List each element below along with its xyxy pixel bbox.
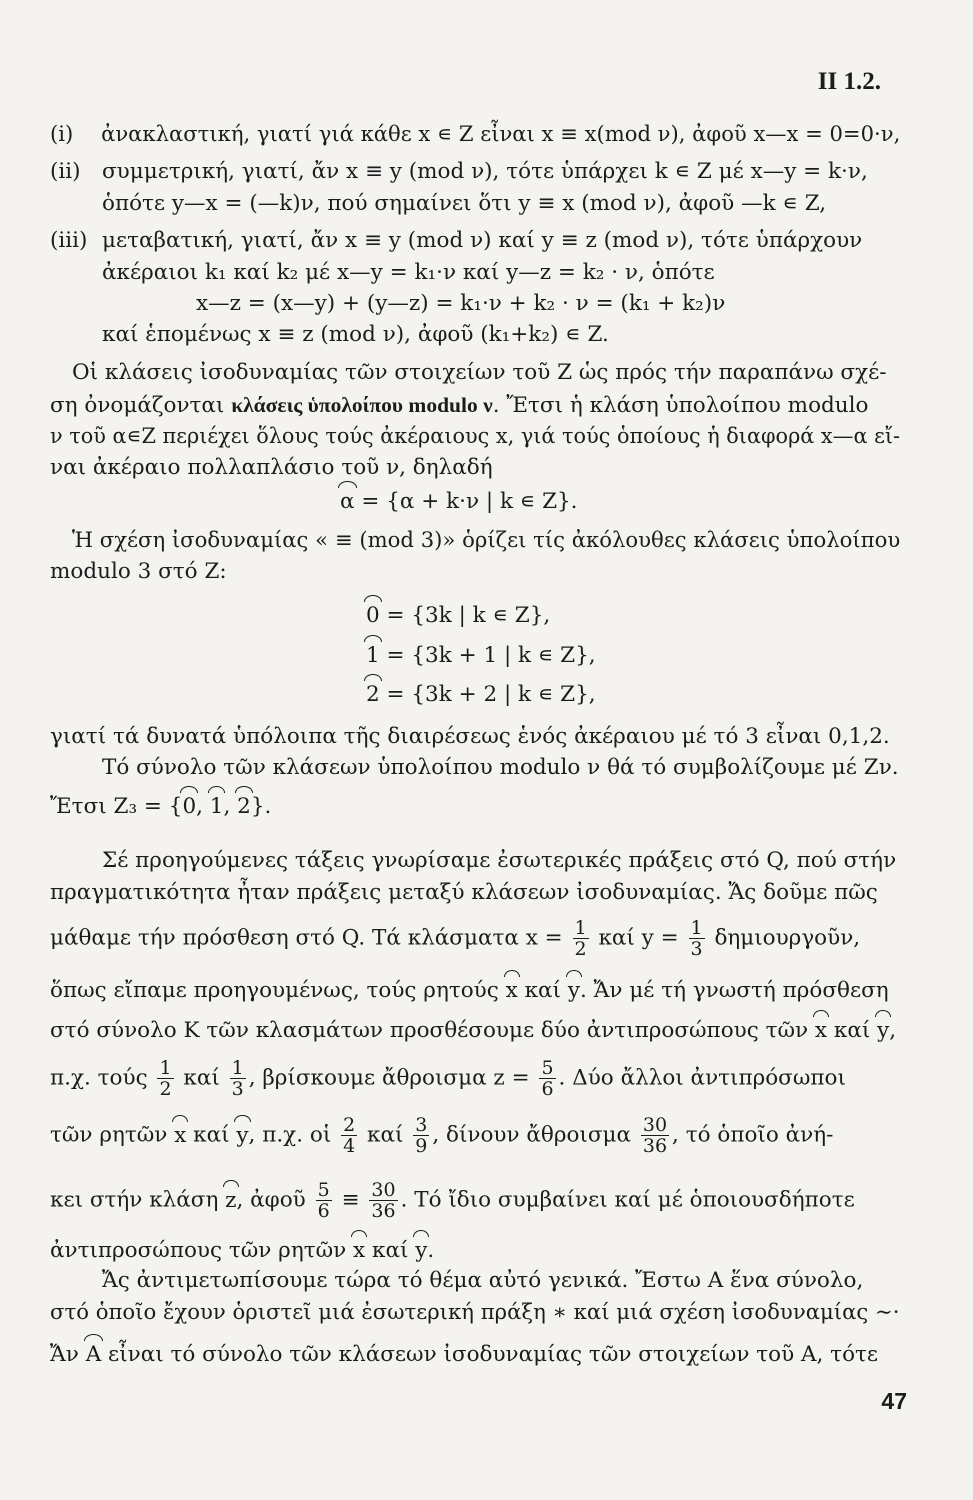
fraction (230, 1058, 246, 1099)
numerator: 1 (159, 1057, 172, 1079)
paragraph-line: ναι ἀκέραιο πολλαπλάσιο τοῦ ν, δηλαδή (50, 455, 493, 480)
item-ii (50, 157, 868, 187)
text-run: δημιουργοῦν, (707, 925, 861, 951)
text-run: , ἀφοῦ (236, 1187, 313, 1213)
paragraph-line: γιατί τά δυνατά ὑπόλοιπα τῆς διαιρέσεως ἑνός ἀκέραιου μέ τό 3 εἶναι 0,1,2. (50, 724, 890, 749)
hat-symbol: y (415, 1236, 427, 1266)
hat-symbol: A (86, 1340, 102, 1370)
z3-definition: Ἔτσι Z₃ = {0, 1, 2}. (50, 792, 271, 822)
text-run: ἀντιπροσώπους τῶν ρητῶν (50, 1238, 354, 1263)
paragraph-line (50, 1180, 855, 1221)
hat-symbol: 0 (182, 792, 196, 822)
text-run: μάθαμε τήν πρόσθεση στό Q. Τά κλάσματα x = (50, 925, 570, 951)
hat-symbol: x (815, 1016, 827, 1046)
item-label: (iii) (50, 228, 88, 253)
text-run: καί (827, 1018, 878, 1043)
paragraph-line: πραγματικότητα ἦταν πράξεις μεταξύ κλάσεων ἰσοδυναμίας. Ἄς δοῦμε πῶς (50, 880, 878, 905)
text-run: Ἔτσι Z₃ = { (50, 794, 183, 819)
numerator: 30 (371, 1179, 396, 1201)
term-residue-classes: κλάσεις ὑπολοίπου modulo ν (231, 393, 493, 417)
hat-symbol: 0 (366, 601, 380, 631)
hat-symbol: y (568, 976, 580, 1006)
text-run: ση ὀνομάζονται (50, 393, 232, 418)
item-text: ἀνακλαστική, γιατί γιά κάθε x ∊ Z εἶναι x ≡ x(mod ν), ἀφοῦ x—x = 0=0·ν, (101, 122, 901, 147)
paragraph-line (50, 918, 860, 959)
paragraph-line (50, 1016, 896, 1046)
text-run: , δίνουν ἄθροισμα (432, 1122, 638, 1148)
paragraph-line (50, 390, 868, 421)
paragraph-line: στό ὁποῖο ἔχουν ὁριστεῖ μιά ἐσωτερική πράξη ∗ καί μιά σχέση ἰσοδυναμίας ∼· (50, 1300, 900, 1325)
denominator: 36 (642, 1135, 668, 1157)
text-run: τῶν ρητῶν (50, 1122, 175, 1148)
fraction (369, 1180, 397, 1221)
text-run: . Δύο ἄλλοι ἀντιπρόσωποι (558, 1065, 846, 1091)
text-run: καί (176, 1065, 227, 1091)
fraction (341, 1115, 357, 1156)
text-run: }. (250, 794, 272, 819)
hat-symbol: x (174, 1121, 186, 1151)
numerator: 3 (415, 1114, 428, 1136)
denominator: 4 (343, 1135, 356, 1157)
item-iii-conclusion: καί ἑπομένως x ≡ z (mod ν), ἀφοῦ (k₁+k₂) ∊ Z. (102, 322, 609, 347)
item-i (50, 120, 900, 150)
numerator: 1 (574, 917, 587, 939)
item-text: μεταβατική, γιατί, ἄν x ≡ y (mod ν) καί y ≡ z (mod ν), τότε ὑπάρχουν (102, 228, 863, 253)
fraction (157, 1058, 173, 1099)
residue-class-2 (366, 680, 596, 710)
denominator: 3 (231, 1078, 244, 1100)
numerator: 30 (642, 1114, 668, 1136)
item-iii-equation: x—z = (x—y) + (y—z) = k₁·ν + k₂ · ν = (k₁ + k₂)ν (196, 291, 726, 316)
paragraph-line: modulo 3 στό Z: (50, 559, 227, 584)
item-iii-continuation: ἀκέραιοι k₁ καί k₂ μέ x—y = k₁·ν καί y—z = k₂ · ν, ὁπότε (102, 260, 715, 285)
text-run: π.χ. τούς (50, 1065, 155, 1091)
text-run: . Ἄν μέ τή γνωστή πρόσθεση (579, 978, 889, 1003)
hat-symbol: x (353, 1236, 365, 1266)
text-run: στό σύνολο K τῶν κλασμάτων προσθέσουμε δύο ἀντιπροσώπους τῶν (50, 1018, 815, 1043)
hat-symbol: 1 (210, 792, 224, 822)
text-run: κει στήν κλάση (50, 1187, 226, 1213)
hat-symbol: 2 (237, 792, 251, 822)
hat-symbol: α (340, 487, 355, 517)
item-label: (i) (50, 122, 74, 147)
text-run: . Τό ἴδιο συμβαίνει καί μέ ὁποιουσδήποτε (400, 1187, 855, 1213)
paragraph-line (50, 1236, 434, 1266)
denominator: 36 (371, 1200, 396, 1222)
text-run: εἶναι τό σύνολο τῶν κλάσεων ἰσοδυναμίας τῶν στοιχείων τοῦ A, τότε (101, 1342, 879, 1367)
text-run: καί y = (591, 925, 686, 951)
text-run: καί (517, 978, 568, 1003)
fraction (539, 1058, 555, 1099)
text-run: = {α + k·ν | k ∊ Z}. (354, 489, 578, 514)
numerator: 5 (541, 1057, 554, 1079)
text-run: = {3k + 2 | k ∊ Z}, (379, 682, 596, 707)
item-iii (50, 226, 862, 256)
page-number: 47 (881, 1388, 907, 1414)
fraction (689, 918, 705, 959)
hat-symbol: 2 (366, 680, 380, 710)
paragraph-line: Οἱ κλάσεις ἰσοδυναμίας τῶν στοιχείων τοῦ Z ὡς πρός τήν παραπάνω σχέ- (72, 360, 887, 385)
item-label: (ii) (50, 159, 81, 184)
text-run: , τό ὁποῖο ἀνή- (672, 1122, 834, 1148)
text-run: καί (186, 1122, 237, 1148)
residue-class-0 (366, 601, 550, 631)
fraction (316, 1180, 332, 1221)
fraction (641, 1115, 669, 1156)
residue-class-definition (340, 487, 578, 517)
denominator: 6 (541, 1078, 554, 1100)
paragraph-line: Ἡ σχέση ἰσοδυναμίας « ≡ (mod 3)» ὁρίζει τίς ἀκόλουθες κλάσεις ὑπολοίπου (72, 528, 901, 553)
text-run: ὅπως εἴπαμε προηγουμένως, τούς ρητούς (50, 978, 506, 1003)
paragraph-line: Τό σύνολο τῶν κλάσεων ὑπολοίπου modulo ν θά τό συμβολίζουμε μέ Zν. (102, 755, 899, 780)
text-run: , βρίσκουμε ἄθροισμα z = (248, 1065, 537, 1091)
paragraph-line (50, 1340, 878, 1370)
text-run: , π.χ. οἱ (248, 1122, 339, 1148)
text-run: . Ἔτσι ἡ κλάση ὑπολοίπου modulo (492, 393, 869, 418)
item-text: συμμετρική, γιατί, ἄν x ≡ y (mod ν), τότε ὑπάρχει k ∊ Z μέ x—y = k·ν, (102, 159, 868, 184)
fraction (413, 1115, 429, 1156)
text-run: = {3k | k ∊ Z}, (379, 603, 551, 628)
text-run: = {3k + 1 | k ∊ Z}, (379, 643, 596, 668)
hat-symbol: y (877, 1016, 889, 1046)
denominator: 3 (690, 938, 703, 960)
paragraph-line: Σέ προηγούμενες τάξεις γνωρίσαμε ἐσωτερικές πράξεις στό Q, πού στήν (102, 848, 897, 873)
paragraph-line (50, 1115, 833, 1156)
hat-symbol: x (506, 976, 518, 1006)
text-run: , (889, 1018, 897, 1043)
numerator: 1 (231, 1057, 244, 1079)
denominator: 6 (317, 1200, 330, 1222)
numerator: 2 (343, 1114, 356, 1136)
text-run: καί (360, 1122, 411, 1148)
paragraph-line (50, 1058, 846, 1099)
paragraph-line: ν τοῦ α∊Z περιέχει ὅλους τούς ἀκέραιους x, γιά τούς ὁποίους ἡ διαφορά x—α εἴ- (50, 424, 901, 449)
text-run: Ἄν (50, 1342, 86, 1367)
numerator: 1 (690, 917, 703, 939)
hat-symbol: 1 (366, 641, 380, 671)
running-header: II 1.2. (817, 68, 881, 95)
text-run: ≡ (334, 1187, 367, 1213)
paragraph-line: Ἄς ἀντιμετωπίσουμε τώρα τό θέμα αὐτό γενικά. Ἔστω A ἕνα σύνολο, (102, 1268, 864, 1293)
text-run: . (427, 1238, 435, 1263)
hat-symbol: y (236, 1121, 248, 1151)
denominator: 2 (574, 938, 587, 960)
text-run: καί (365, 1238, 416, 1263)
residue-class-1 (366, 641, 596, 671)
fraction (573, 918, 589, 959)
denominator: 9 (415, 1135, 428, 1157)
numerator: 5 (317, 1179, 330, 1201)
denominator: 2 (159, 1078, 172, 1100)
item-ii-continuation: ὁπότε y—x = (—k)ν, πού σημαίνει ὅτι y ≡ x (mod ν), ἀφοῦ —k ∊ Z, (102, 191, 827, 216)
hat-symbol: z (225, 1186, 236, 1216)
paragraph-line (50, 976, 889, 1006)
